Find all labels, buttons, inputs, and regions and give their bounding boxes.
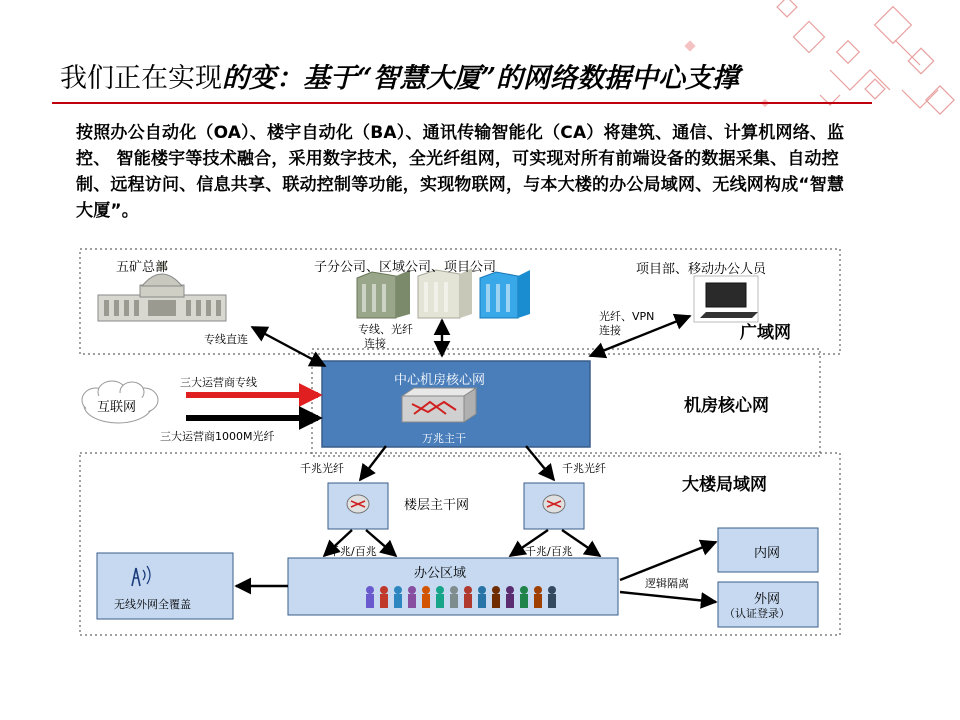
internet-label: 互联网 (97, 400, 137, 415)
core-to-left-floor-arrow (360, 446, 386, 480)
trunk-label: 万兆主干 (422, 432, 466, 445)
laptop-icon (694, 276, 758, 322)
extranet-label: 外网 (754, 592, 781, 607)
extranet-sub-label: （认证登录） (724, 607, 790, 620)
office-to-extranet-arrow (620, 592, 716, 602)
mobile-link-label-line2: 连接 (599, 324, 621, 337)
lan-zone-label: 大楼局域网 (682, 475, 767, 495)
wan-zone-label: 广域网 (740, 323, 791, 343)
hq-link-label: 专线直连 (204, 333, 248, 346)
core-switch-icon (402, 388, 476, 422)
gig-fiber-right-label: 千兆光纤 (562, 462, 606, 475)
carrier-fiber-label: 三大运营商1000M光纤 (160, 430, 275, 443)
carrier-dedicated-label: 三大运营商专线 (180, 376, 257, 389)
intro-paragraph: 按照办公自动化（OA）、楼宇自动化（BA）、通讯传输智能化（CA）将建筑、通信、计算机网络、监控、 智能楼宇等技术融合，采用数字技术，全光纤组网，可实现对所有前端设备的数据采集、自动控制、远程访问、信息共享、联动控制等功能，实现物联网，与本大楼的办公局域网、无线网构成“智慧大厦”。 (76, 123, 845, 221)
title-emphasis: 的变： (222, 63, 303, 94)
hq-link-arrow (252, 327, 325, 366)
core-to-right-floor-arrow (526, 446, 554, 480)
sub-link-label-line2: 连接 (364, 337, 386, 350)
subsidiaries-label: 子分公司、区域公司、项目公司 (314, 260, 497, 275)
mobile-link-label-line1: 光纤、VPN (599, 310, 655, 323)
router-icon (347, 495, 369, 513)
gig-fiber-left-label: 千兆光纤 (300, 462, 344, 475)
office-area-label: 办公区域 (414, 566, 467, 581)
wireless-label: 无线外网全覆盖 (114, 598, 191, 611)
subsidiary-buildings-icon (357, 268, 530, 318)
sub-link-label-line1: 专线、光纤 (358, 323, 413, 336)
mobile-label: 项目部、移动办公人员 (636, 262, 767, 277)
title-prefix: 我们正在实现 (60, 63, 222, 94)
gig-100-left-label: 千兆/百兆 (329, 545, 377, 558)
gig-100-right-label: 千兆/百兆 (525, 545, 573, 558)
router-icon (543, 495, 565, 513)
hq-label: 五矿总部 (116, 260, 169, 275)
title-rest: 基于“智慧大厦”的网络数据中心支撑 (303, 63, 740, 94)
floor-backbone-label: 楼层主干网 (404, 498, 470, 513)
core-zone-label: 机房核心网 (684, 396, 769, 416)
core-box-label: 中心机房核心网 (394, 373, 486, 388)
intranet-label: 内网 (754, 546, 781, 561)
logic-isolation-label: 逻辑隔离 (645, 577, 689, 590)
